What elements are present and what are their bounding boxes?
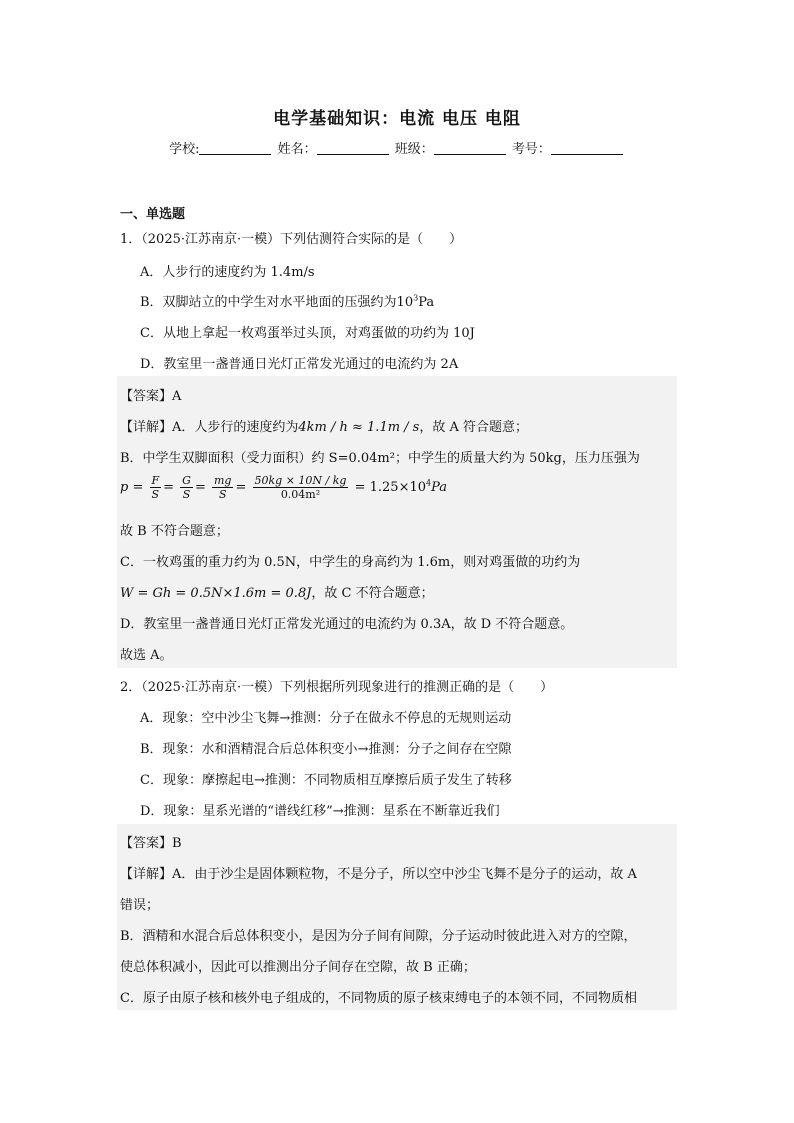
q1-option-d: D．教室里一盏普通日光灯正常发光通过的电流约为 2A bbox=[140, 357, 459, 372]
q2-option-c: C．现象：摩擦起电→推测：不同物质相互摩擦后质子发生了转移 bbox=[140, 773, 512, 788]
q2-option-d: D．现象：星系光谱的“谱线红移”→推测：星系在不断靠近我们 bbox=[140, 804, 500, 819]
q2-answer-box bbox=[117, 824, 677, 1010]
q1-answer: 【答案】A bbox=[120, 389, 182, 404]
q1-final: 故选 A。 bbox=[120, 648, 173, 663]
class-blank[interactable] bbox=[434, 142, 506, 155]
q1-stem: 1．（2025·江苏南京·一模）下列估测符合实际的是（ ） bbox=[120, 232, 463, 247]
q1-detail-d: D．教室里一盏普通日光灯正常发光通过的电流约为 0.3A，故 D 不符合题意。 bbox=[120, 617, 574, 632]
q1-work-formula: W = Gh = 0.5N×1.6m = 0.8J，故 C 不符合题意； bbox=[120, 586, 434, 601]
student-info-fields bbox=[0, 138, 794, 157]
q2-detail-a-cont: 错误； bbox=[120, 898, 160, 913]
school-label: 学校: bbox=[169, 142, 200, 157]
q2-answer: 【答案】B bbox=[120, 836, 182, 851]
q2-stem: 2．（2025·江苏南京·一模）下列根据所列现象进行的推测正确的是（ ） bbox=[120, 680, 554, 695]
exam-no-label: 考号： bbox=[511, 142, 551, 157]
exam-no-blank[interactable] bbox=[551, 142, 623, 155]
section-title: 一、单选题 bbox=[120, 207, 186, 222]
q2-detail-b-cont: 使总体积减小，因此可以推测出分子间存在空隙，故 B 正确； bbox=[120, 960, 476, 975]
q1-detail-c: C．一枚鸡蛋的重力约为 0.5N，中学生的身高约为 1.6m，则对鸡蛋做的功约为 bbox=[120, 555, 581, 570]
page-title: 电学基础知识：电流 电压 电阻 bbox=[273, 109, 521, 129]
name-label: 姓名： bbox=[277, 142, 317, 157]
school-blank[interactable] bbox=[199, 142, 271, 155]
q2-detail-b: B．酒精和水混合后总体积变小，是因为分子间有间隙，分子运动时彼此进入对方的空隙， bbox=[120, 929, 637, 944]
q1-option-c: C．从地上拿起一枚鸡蛋举过头顶，对鸡蛋做的功约为 10J bbox=[140, 326, 475, 341]
class-label: 班级： bbox=[394, 142, 434, 157]
q2-option-b: B．现象：水和酒精混合后总体积变小→推测：分子之间存在空隙 bbox=[140, 742, 512, 757]
q1-option-b: B．双脚站立的中学生对水平地面的压强约为$10^3Pa$ bbox=[140, 293, 435, 310]
q1-detail-a: 【详解】A．人步行的速度约为4km / h ≈ 1.1m / s，故 A 符合题意； bbox=[120, 420, 529, 435]
q1-option-a: A．人步行的速度约为 1.4m/s bbox=[140, 265, 315, 280]
q2-detail-a: 【详解】A．由于沙尘是固体颗粒物，不是分子，所以空中沙尘飞舞不是分子的运动，故 A bbox=[120, 867, 637, 882]
name-blank[interactable] bbox=[317, 142, 389, 155]
q1-pressure-formula: p = $\frac{F}{S}$ = $\frac{G}{S}$ = $\frac{mg}{S}$ = $\frac{50kg \times 10N / kg}{\text{0.04m²}}$ = $1.25\times 10^4Pa$ bbox=[120, 474, 448, 501]
q1-detail-b: B．中学生双脚面积（受力面积）约 S=0.04m²；中学生的质量大约为 50kg，压力压强为 bbox=[120, 451, 640, 466]
q2-detail-c: C．原子由原子核和核外电子组成的，不同物质的原子核束缚电子的本领不同，不同物质相 bbox=[120, 991, 637, 1006]
q1-detail-b-conclusion: 故 B 不符合题意； bbox=[120, 524, 229, 539]
q2-option-a: A．现象：空中沙尘飞舞→推测：分子在做永不停息的无规则运动 bbox=[140, 711, 512, 726]
